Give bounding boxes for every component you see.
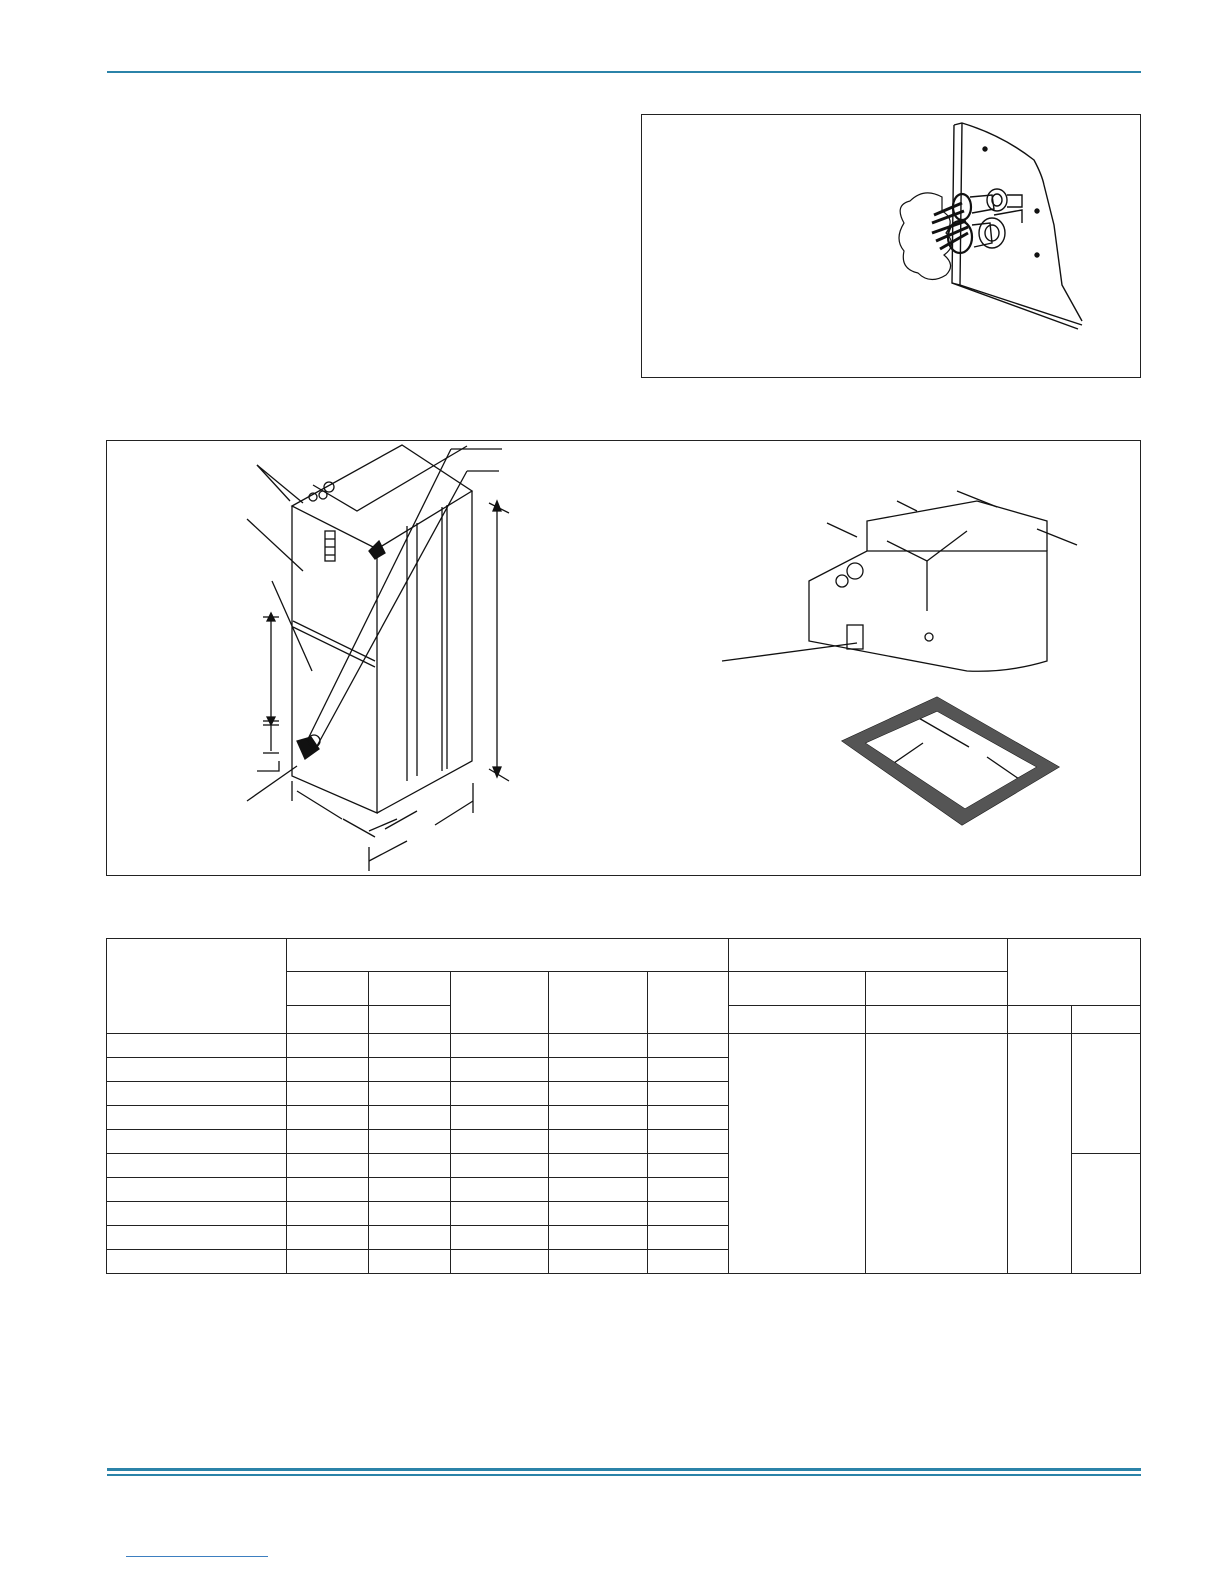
unit-dimension-drawing — [107, 441, 1142, 877]
table-merged-cell — [866, 1034, 1008, 1274]
table-header-cell — [287, 939, 729, 972]
table-header-row — [107, 939, 1141, 972]
grommet-detail-drawing — [642, 115, 1142, 379]
table-header-cell — [729, 939, 1008, 972]
footer-link-underline[interactable] — [126, 1556, 268, 1557]
table-header-cell — [729, 1006, 866, 1034]
table-header-cell — [451, 972, 549, 1034]
table-merged-cell — [1072, 1034, 1141, 1154]
table-header-cell — [369, 1006, 451, 1034]
table-merged-cell — [729, 1034, 866, 1274]
footer-rule-thin — [107, 1474, 1141, 1476]
table-header-cell — [369, 972, 451, 1006]
figure-unit-dimensions — [106, 440, 1141, 876]
table-header-cell — [107, 939, 287, 1034]
table-header-cell — [1072, 1006, 1141, 1034]
table-header-cell — [1008, 1006, 1072, 1034]
table-header-cell — [648, 972, 729, 1034]
table-row — [107, 1034, 1141, 1058]
header-rule — [107, 71, 1141, 73]
table-merged-cell — [1072, 1154, 1141, 1274]
table-header-cell — [729, 972, 866, 1006]
table-header-cell — [549, 972, 648, 1034]
dimensions-table — [106, 938, 1141, 1274]
table-merged-cell — [1008, 1034, 1072, 1274]
table-header-cell — [287, 972, 369, 1006]
table-header-cell — [287, 1006, 369, 1034]
footer-rule — [107, 1468, 1141, 1471]
table-header-cell — [866, 1006, 1008, 1034]
table-header-cell — [866, 972, 1008, 1006]
figure-grommet-detail — [641, 114, 1141, 378]
table-header-cell — [1008, 939, 1141, 1006]
